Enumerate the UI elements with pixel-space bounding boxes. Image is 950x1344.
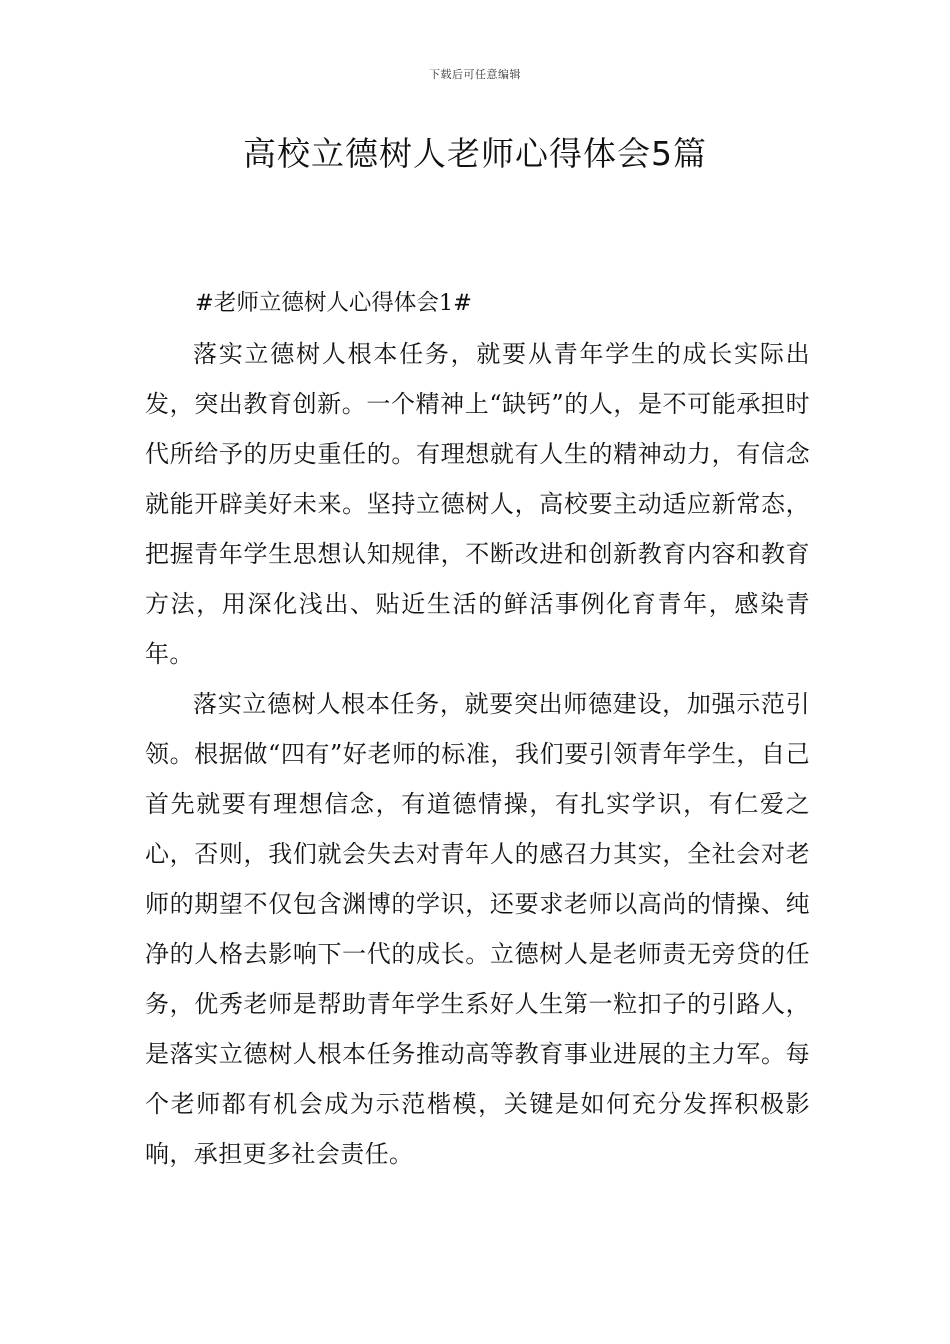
header-note: 下载后可任意编辑 xyxy=(429,68,521,81)
paragraph-2: 落实立德树人根本任务，就要突出师德建设，加强示范引领。根据做“四有”好老师的标准，我们要引领青年学生，自己首先就要有理想信念，有道德情操，有扎实学识，有仁爱之心，否则，我们就会失去对青年人的感召力其实，全社会对老师的期望不仅包含渊博的学识，还要求老师以高尚的情操、纯净的人格去影响下一代的成长。立德树人是老师责无旁贷的任务，优秀老师是帮助青年学生系好人生第一粒扣子的引路人，是落实立德树人根本任务推动高等教育事业进展的主力军。每个老师都有机会成为示范楷模，关键是如何充分发挥积极影响，承担更多社会责任。 xyxy=(145,690,810,1168)
section-heading: #老师立德树人心得体会1# xyxy=(195,290,473,316)
document-body xyxy=(145,279,810,1179)
document-title: 高校立德树人老师心得体会5篇 xyxy=(243,134,707,173)
paragraph-1: 落实立德树人根本任务，就要从青年学生的成长实际出发，突出教育创新。一个精神上“缺钙”的人，是不可能承担时代所给予的历史重任的。有理想就有人生的精神动力，有信念就能开辟美好未来。坚持立德树人，高校要主动适应新常态，把握青年学生思想认知规律，不断改进和创新教育内容和教育方法，用深化浅出、贴近生活的鲜活事例化育青年，感染青年。 xyxy=(145,340,810,668)
